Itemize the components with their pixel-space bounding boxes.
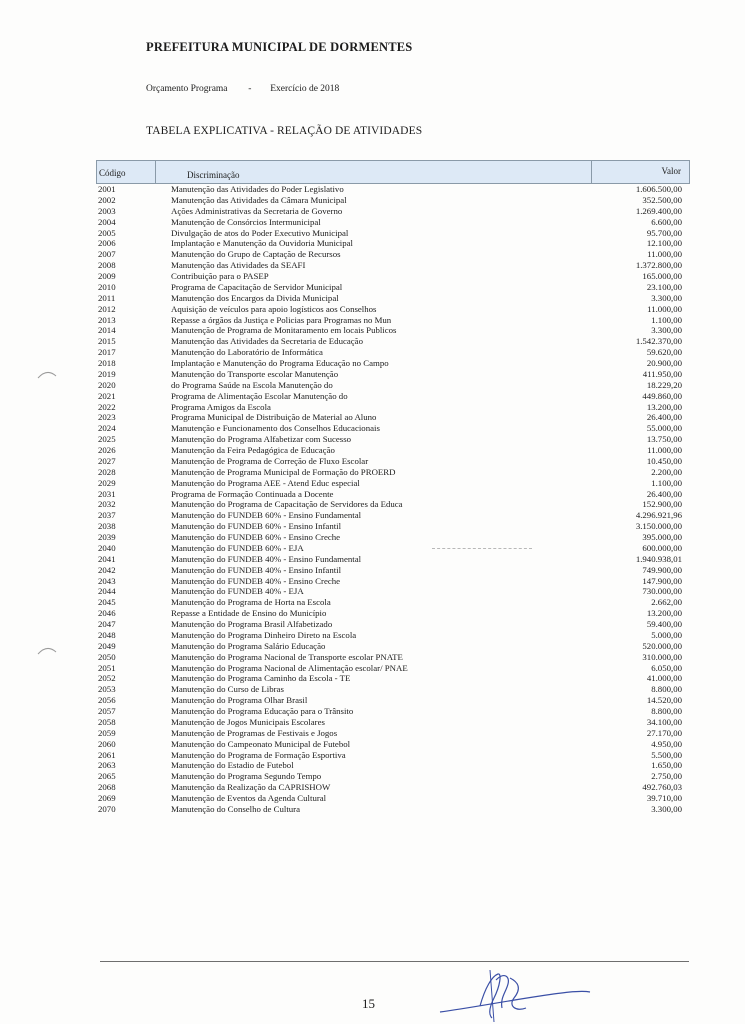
binder-hole-mark [36,644,58,656]
row-value: 395.000,00 [642,532,682,542]
row-value: 3.300,00 [651,803,682,814]
row-code: 2048 [98,629,116,640]
row-value: 13.200,00 [646,608,682,619]
row-value: 13.200,00 [646,401,682,412]
table-row [96,652,690,663]
row-value: 11.000,00 [647,249,682,260]
row-code: 2042 [98,564,116,575]
row-code: 2003 [98,205,116,216]
table-row [96,706,690,717]
row-value: 26.400,00 [646,488,682,499]
row-code: 2069 [98,793,116,803]
signature [430,968,630,1024]
row-description: Manutenção do Programa Educação para o Trânsito [171,706,354,716]
table-row [96,565,690,576]
table-row [96,412,690,423]
row-description: Manutenção do FUNDEB 40% - Ensino Fundamental [171,553,362,564]
row-value: 5.000,00 [651,629,682,640]
table-row [96,576,690,587]
row-value: 2.750,00 [651,771,682,782]
row-code: 2037 [98,510,116,521]
table-row [96,489,690,500]
row-description: Manutenção das Atividades do Poder Legislativo [171,184,344,194]
row-value: 492.760,03 [642,782,682,793]
table-row [96,663,690,674]
row-description: Manutenção de Eventos da Agenda Cultural [171,793,327,803]
table-row [96,684,690,695]
row-value: 27.170,00 [646,727,682,738]
row-value: 1.100,00 [651,477,682,488]
table-header [96,160,690,184]
row-description: Manutenção de Programa de Correção de Fluxo Escolar [171,455,369,466]
row-description: Manutenção do Programa Alfabetizar com Sucesso [171,434,352,445]
row-code: 2009 [98,271,116,281]
table-row [96,608,690,619]
row-code: 2006 [98,238,116,249]
row-description: Manutenção da Realização da CAPRISHOW [171,782,331,793]
table-row [96,750,690,761]
row-code: 2045 [98,597,116,608]
table-row [96,630,690,641]
row-value: 352.500,00 [642,194,682,205]
row-value: 1.940.938,01 [635,553,682,564]
table-row [96,336,690,347]
row-value: 11.000,00 [647,445,682,455]
subtitle-separator: - [248,84,252,94]
table-row [96,532,690,543]
row-value: 310.000,00 [642,651,682,662]
row-description: Manutenção do Programa Segundo Tempo [171,771,322,782]
row-code: 2050 [98,651,116,662]
row-code: 2029 [98,477,116,488]
row-description: Programa Amigos da Escola [171,401,271,412]
row-code: 2013 [98,314,116,325]
faint-dashed-mark [432,548,532,549]
row-code: 2021 [98,390,116,401]
row-description: Manutenção do Programa Salário Educação [171,640,326,651]
row-value: 3.300,00 [651,325,682,336]
row-code: 2018 [98,358,116,368]
row-value: 5.500,00 [651,749,682,760]
row-description: Manutenção de Programa de Monitaramento em locais Publicos [171,325,397,336]
table-row [96,456,690,467]
table-row [96,184,690,195]
table-row [96,271,690,282]
row-value: 1.372.800,00 [635,260,682,271]
page-number: 15 [362,996,375,1011]
row-value: 1.650,00 [651,760,682,771]
row-description: Implantação e Manutenção da Ouvidoria Municipal [171,238,353,249]
row-value: 749.900,00 [642,564,682,575]
row-code: 2065 [98,771,116,782]
row-description: Repasse a órgãos da Justiça e Policias para Programas no Mun [171,314,392,325]
row-value: 147.900,00 [642,575,682,586]
row-description: Repasse a Entidade de Ensino do Município [171,608,327,619]
row-value: 730.000,00 [642,586,682,597]
row-value: 14.520,00 [646,695,682,706]
table-row [96,391,690,402]
row-code: 2025 [98,434,116,445]
row-value: 20.900,00 [646,358,682,368]
row-value: 2.662,00 [651,597,682,608]
table-row [96,228,690,239]
row-code: 2051 [98,662,116,673]
table-row [96,717,690,728]
row-code: 2008 [98,260,116,271]
row-description: Manutenção do FUNDEB 40% - EJA [171,586,304,597]
row-value: 10.450,00 [646,455,682,466]
row-code: 2014 [98,325,116,336]
row-description: Manutenção do FUNDEB 40% - Ensino Infantil [171,564,342,575]
column-header-description: Discriminação [187,170,240,180]
table-row [96,206,690,217]
row-code: 2049 [98,640,116,651]
table-row [96,282,690,293]
org-title: PREFEITURA MUNICIPAL DE DORMENTES [146,40,413,54]
row-description: Contribuição para o PASEP [171,271,269,281]
activities-table [96,160,690,815]
row-description: do Programa Saúde na Escola Manutenção do [171,379,333,390]
row-description: Manutenção do Programa de Formação Esportiva [171,749,346,760]
row-description: Programa de Capacitação de Servidor Municipal [171,281,343,292]
row-code: 2058 [98,716,116,727]
row-code: 2053 [98,684,116,695]
row-value: 449.860,00 [642,390,682,401]
row-code: 2041 [98,553,116,564]
table-row [96,380,690,391]
row-description: Manutenção das Atividades da Câmara Municipal [171,194,347,205]
row-value: 520.000,00 [642,640,682,651]
table-row [96,543,690,554]
row-description: Manutenção do Programa de Capacitação de Servidores da Educa [171,499,403,510]
row-description: Implantação e Manutenção do Programa Educação no Campo [171,358,389,368]
subtitle-exercise: Exercício de 2018 [270,84,340,94]
row-code: 2031 [98,488,116,499]
row-code: 2004 [98,216,116,227]
table-row [96,249,690,260]
row-description: Manutenção dos Encargos da Divida Municipal [171,292,339,303]
row-code: 2011 [98,292,116,303]
table-row [96,217,690,228]
row-value: 18.229,20 [646,379,682,390]
row-value: 11.000,00 [647,303,682,314]
row-code: 2060 [98,738,116,749]
row-description: Manutenção do Laboratório de Informática [171,347,323,358]
table-row [96,315,690,326]
row-code: 2056 [98,695,116,706]
row-value: 1.269.400,00 [635,205,682,216]
table-row [96,325,690,336]
row-description: Manutenção do Transporte escolar Manutenção [171,368,339,379]
table-row [96,760,690,771]
row-code: 2059 [98,727,116,738]
row-description: Manutenção do Curso de Libras [171,684,284,695]
footer-rule [100,961,689,962]
table-row [96,554,690,565]
table-row [96,304,690,315]
binder-hole-mark [36,368,58,380]
table-row [96,804,690,815]
table-row [96,434,690,445]
row-code: 2063 [98,760,116,771]
table-row [96,358,690,369]
row-code: 2061 [98,749,116,760]
row-code: 2002 [98,194,116,205]
row-description: Manutenção do Programa Dinheiro Direto na Escola [171,629,357,640]
row-description: Manutenção do Programa Caminho da Escola - TE [171,673,351,684]
table-row [96,673,690,684]
row-description: Manutenção da Feira Pedagógica de Educação [171,445,335,455]
table-title: TABELA EXPLICATIVA - RELAÇÃO DE ATIVIDADES [146,125,423,137]
row-code: 2032 [98,499,116,510]
row-value: 39.710,00 [646,793,682,803]
row-value: 8.800,00 [651,706,682,716]
row-code: 2017 [98,347,116,358]
row-code: 2027 [98,455,116,466]
row-value: 3.150.000,00 [635,521,682,532]
row-description: Manutenção das Atividades da Secretaria de Educação [171,336,363,347]
row-value: 8.800,00 [651,684,682,695]
row-code: 2028 [98,466,116,477]
table-row [96,597,690,608]
row-code: 2024 [98,423,116,434]
table-row [96,782,690,793]
row-description: Manutenção e Funcionamento dos Conselhos Educacionais [171,423,380,434]
row-value: 23.100,00 [646,281,682,292]
row-value: 4.950,00 [651,738,682,749]
row-description: Manutenção do FUNDEB 60% - Ensino Fundamental [171,510,362,521]
row-description: Manutenção das Atividades da SEAFI [171,260,306,271]
row-code: 2044 [98,586,116,597]
column-divider [591,161,592,183]
row-description: Manutenção de Consórcios Intermunicipal [171,216,321,227]
row-description: Manutenção do Programa Brasil Alfabetizado [171,619,333,629]
table-row [96,423,690,434]
row-value: 34.100,00 [646,716,682,727]
row-code: 2010 [98,281,116,292]
row-code: 2047 [98,619,116,629]
row-description: Ações Administrativas da Secretaria de Governo [171,205,343,216]
row-code: 2023 [98,412,116,423]
row-description: Divulgação de atos do Poder Executivo Municipal [171,227,349,238]
table-row [96,260,690,271]
table-row [96,499,690,510]
row-value: 3.300,00 [651,292,682,303]
row-value: 95.700,00 [646,227,682,238]
row-value: 26.400,00 [646,412,682,423]
column-header-code: Código [99,168,126,178]
row-value: 6.600,00 [651,216,682,227]
row-code: 2005 [98,227,116,238]
row-value: 55.000,00 [646,423,682,434]
table-row [96,641,690,652]
row-value: 411.950,00 [642,368,682,379]
row-value: 59.400,00 [646,619,682,629]
row-code: 2068 [98,782,116,793]
row-description: Programa Municipal de Distribuição de Material ao Aluno [171,412,377,423]
table-row [96,510,690,521]
row-value: 152.900,00 [642,499,682,510]
row-value: 1.542.370,00 [635,336,682,347]
table-body [96,184,690,815]
row-description: Manutenção do Programa de Horta na Escola [171,597,331,608]
row-code: 2019 [98,368,116,379]
table-row [96,238,690,249]
table-row [96,478,690,489]
table-row [96,369,690,380]
row-description: Manutenção de Programas de Festivais e Jogos [171,727,338,738]
row-description: Manutenção do FUNDEB 60% - Ensino Creche [171,532,341,542]
row-value: 12.100,00 [646,238,682,249]
row-code: 2012 [98,303,116,314]
row-code: 2040 [98,542,116,553]
row-description: Manutenção do FUNDEB 40% - Ensino Creche [171,575,341,586]
column-divider [155,161,156,183]
row-value: 13.750,00 [646,434,682,445]
table-row [96,347,690,358]
row-description: Manutenção do FUNDEB 60% - EJA [171,542,304,553]
table-row [96,293,690,304]
table-row [96,739,690,750]
table-row [96,445,690,456]
table-row [96,771,690,782]
row-code: 2057 [98,706,116,716]
row-description: Manutenção do Programa Olhar Brasil [171,695,308,706]
table-row [96,793,690,804]
row-description: Manutenção do Programa Nacional de Transporte escolar PNATE [171,651,403,662]
row-code: 2022 [98,401,116,412]
row-code: 2007 [98,249,116,260]
row-value: 59.620,00 [646,347,682,358]
row-value: 1.100,00 [651,314,682,325]
subtitle-budget: Orçamento Programa [146,84,228,94]
row-code: 2026 [98,445,116,455]
row-description: Manutenção do FUNDEB 60% - Ensino Infantil [171,521,342,532]
table-row [96,619,690,630]
row-description: Manutenção de Programa Municipal de Formação do PROERD [171,466,396,477]
row-description: Manutenção do Campeonato Municipal de Futebol [171,738,351,749]
row-value: 1.606.500,00 [635,184,682,194]
table-row [96,195,690,206]
row-description: Manutenção do Estadio de Futebol [171,760,294,771]
row-description: Manutenção do Grupo de Captação de Recursos [171,249,341,260]
table-row [96,695,690,706]
row-value: 600.000,00 [642,542,682,553]
table-row [96,586,690,597]
row-description: Aquisição de veículos para apoio logísticos aos Conselhos [171,303,377,314]
row-code: 2070 [98,803,116,814]
row-code: 2001 [98,184,116,194]
row-value: 2.200,00 [651,466,682,477]
row-description: Manutenção do Conselho de Cultura [171,803,300,814]
row-description: Manutenção do Programa AEE - Atend Educ especial [171,477,360,488]
subtitle [146,84,339,94]
row-value: 165.000,00 [642,271,682,281]
row-code: 2052 [98,673,116,684]
column-header-value: Valor [661,166,681,176]
table-row [96,728,690,739]
row-code: 2038 [98,521,116,532]
row-code: 2015 [98,336,116,347]
row-code: 2043 [98,575,116,586]
row-value: 41.000,00 [646,673,682,684]
row-description: Programa de Alimentação Escolar Manutenção do [171,390,348,401]
row-value: 4.296.921,96 [635,510,682,521]
row-description: Programa de Formação Continuada a Docente [171,488,334,499]
table-row [96,467,690,478]
table-row [96,402,690,413]
row-description: Manutenção do Programa Nacional de Alimentação escolar/ PNAE [171,662,408,673]
row-code: 2020 [98,379,116,390]
row-description: Manutenção de Jogos Municipais Escolares [171,716,325,727]
row-code: 2039 [98,532,116,542]
row-code: 2046 [98,608,116,619]
table-row [96,521,690,532]
row-value: 6.050,00 [651,662,682,673]
